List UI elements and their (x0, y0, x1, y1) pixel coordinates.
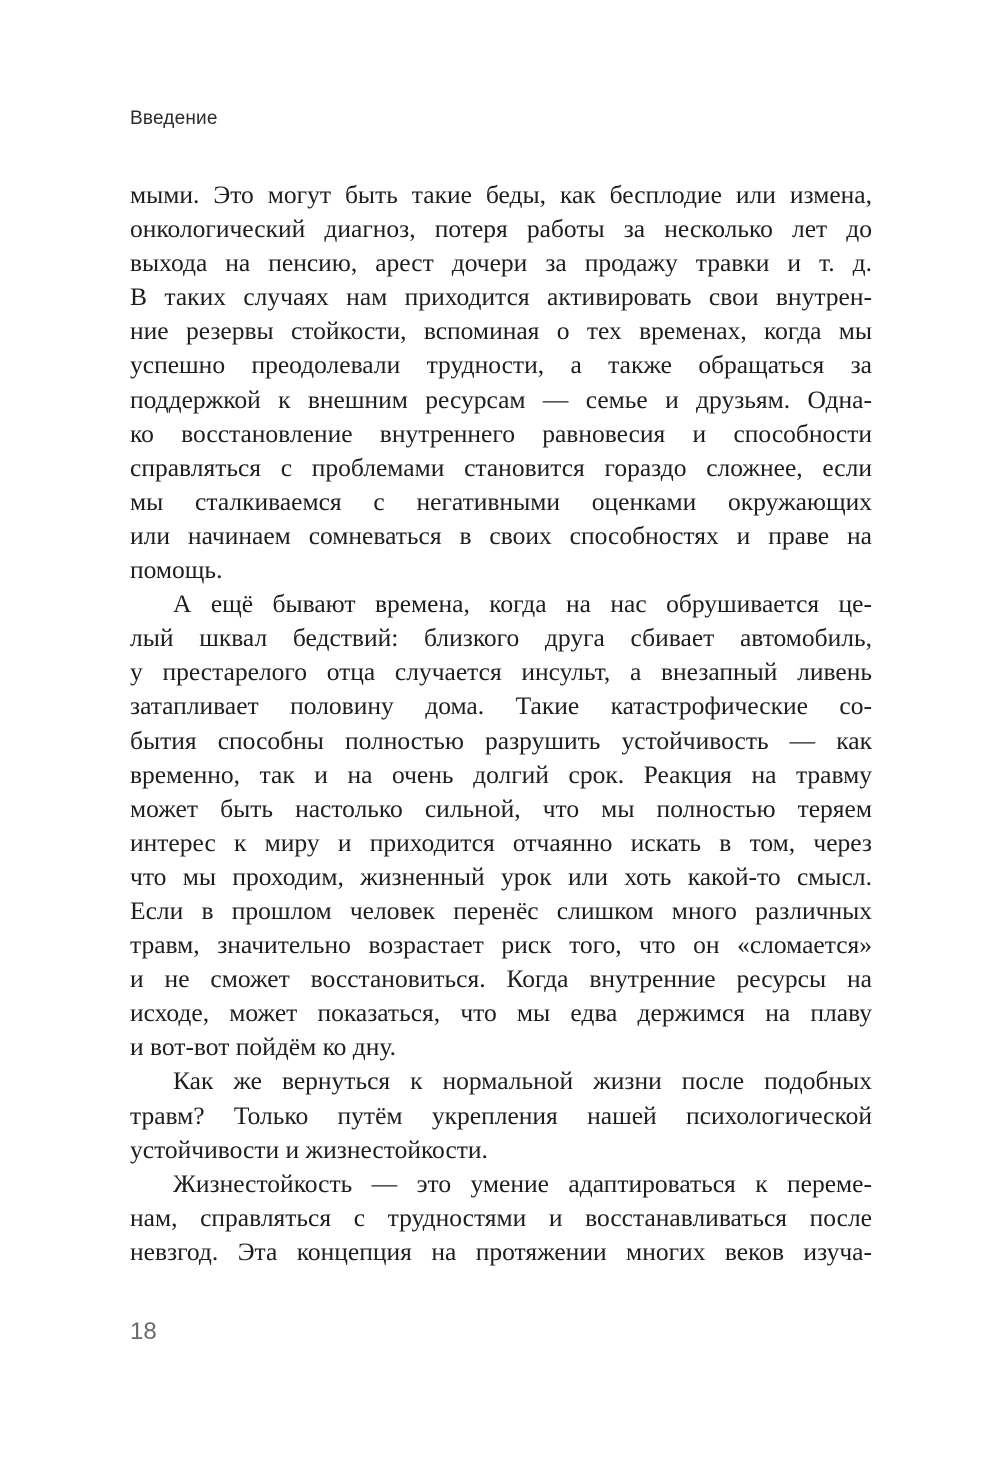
text-line: нам, справляться с трудностями и восстанавливаться после (130, 1202, 872, 1232)
text-line: интерес к миру и приходится отчаянно искать в том, через (130, 827, 872, 857)
text-line: Если в прошлом человек перенёс слишком много различных (130, 895, 872, 925)
text-line: онкологический диагноз, потеря работы за несколько лет до (130, 214, 872, 244)
text-line: Жизнестойкость — это умение адаптироваться к переме- (173, 1168, 872, 1198)
text-line: и вот-вот пойдём ко дну. (130, 1032, 396, 1062)
text-line: травм, значительно возрастает риск того, что он «сломается» (130, 930, 872, 960)
text-line: ко восстановление внутреннего равновесия и способности (130, 418, 872, 448)
text-line: временно, так и на очень долгий срок. Реакция на травму (130, 759, 872, 789)
running-head: Введение (130, 108, 218, 129)
text-line: или начинаем сомневаться в своих способностях и праве на (130, 520, 872, 550)
text-line: выхода на пенсию, арест дочери за продажу травки и т. д. (130, 248, 872, 278)
text-line: лый шквал бедствий: близкого друга сбивает автомобиль, (130, 623, 872, 653)
text-line: ние резервы стойкости, вспоминая о тех временах, когда мы (130, 316, 872, 346)
text-line: Как же вернуться к нормальной жизни после подобных (173, 1066, 872, 1096)
text-line: невзгод. Эта концепция на протяжении многих веков изуча- (130, 1236, 872, 1266)
text-line: исходе, может показаться, что мы едва держимся на плаву (130, 998, 872, 1028)
text-line: бытия способны полностью разрушить устойчивость — как (130, 725, 872, 755)
text-line: что мы проходим, жизненный урок или хоть какой-то смысл. (130, 861, 872, 891)
body-text (130, 178, 872, 1269)
text-line: В таких случаях нам приходится активировать свои внутрен- (130, 282, 872, 312)
text-line: и не сможет восстановиться. Когда внутренние ресурсы на (130, 964, 872, 994)
text-line: помощь. (130, 555, 223, 585)
text-line: успешно преодолевали трудности, а также обращаться за (130, 350, 872, 380)
text-line: А ещё бывают времена, когда на нас обрушивается це- (173, 589, 872, 619)
page-number: 18 (130, 1318, 157, 1345)
text-line: справляться с проблемами становится гораздо сложнее, если (130, 452, 872, 482)
text-line: мы сталкиваемся с негативными оценками окружающих (130, 486, 872, 516)
text-line: травм? Только путём укрепления нашей психологической (130, 1100, 872, 1130)
text-line: у престарелого отца случается инсульт, а внезапный ливень (130, 657, 872, 687)
text-line: может быть настолько сильной, что мы полностью теряем (130, 793, 872, 823)
text-line: затапливает половину дома. Такие катастрофические со- (130, 691, 872, 721)
text-line: поддержкой к внешним ресурсам — семье и друзьям. Одна- (130, 384, 872, 414)
text-line: мыми. Это могут быть такие беды, как бесплодие или измена, (130, 180, 872, 209)
text-line: устойчивости и жизнестойкости. (130, 1134, 488, 1164)
